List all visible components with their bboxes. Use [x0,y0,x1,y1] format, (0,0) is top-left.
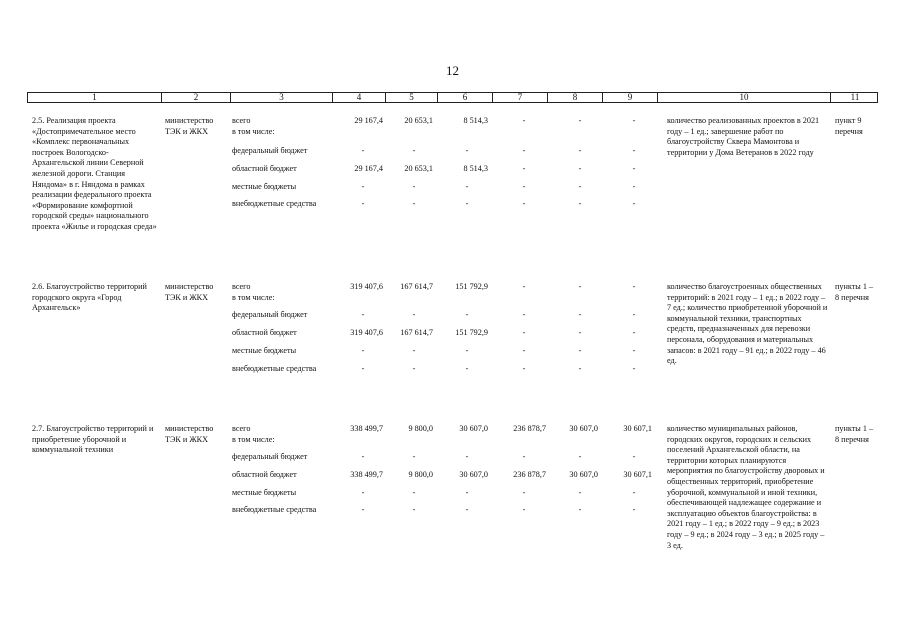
cell-federal-c5: - [412,146,416,155]
section-point: пункты 1 – 8 перечня [835,282,874,302]
cell-local-c7: - [522,488,526,497]
cell-total-c9: - [632,282,636,291]
row-label-extra: внебюджетные средства [232,199,317,208]
row-label-incl: в том числе: [232,293,275,302]
row-label-total: всего [232,424,251,433]
cell-extra-c4: - [361,505,365,514]
cell-local-c5: - [412,182,416,191]
section-executor: министерство ТЭК и ЖКХ [165,424,214,444]
cell-federal-c4: - [361,146,365,155]
cell-regional-c6: 151 792,9 [455,328,488,337]
header-col-1: 1 [92,92,97,102]
cell-local-c8: - [578,346,582,355]
cell-extra-c4: - [361,199,365,208]
cell-federal-c6: - [465,310,469,319]
section-executor: министерство ТЭК и ЖКХ [165,116,214,136]
cell-local-c9: - [632,182,636,191]
cell-total-c5: 9 800,0 [408,424,433,433]
cell-federal-c9: - [632,452,636,461]
row-label-local: местные бюджеты [232,182,297,191]
cell-extra-c8: - [578,199,582,208]
cell-total-c8: - [578,116,582,125]
cell-federal-c9: - [632,310,636,319]
row-label-extra: внебюджетные средства [232,505,317,514]
header-col-4: 4 [332,93,385,102]
cell-extra-c5: - [412,364,416,373]
cell-regional-c5: 20 653,1 [404,164,433,173]
row-label-regional: областной бюджет [232,328,297,337]
row-label-local: местные бюджеты [232,488,297,497]
cell-local-c5: - [412,488,416,497]
cell-local-c6: - [465,346,469,355]
cell-total-c9: - [632,116,636,125]
row-label-federal: федеральный бюджет [232,310,308,319]
cell-extra-c6: - [465,199,469,208]
cell-total-c6: 30 607,0 [459,424,488,433]
cell-extra-c9: - [632,199,636,208]
section-result: количество муниципальных районов, городских округов, городских и сельских поселений Архангельской области, на территории которых планируются мероприятия по благоустройству дворовых и общественных территорий, приобретение уборочной, коммунальной и иной техники, обеспечивающей надлежащее содержание и эксплуатацию объектов благоустройства: в 2021 году – 1 ед.; в 2022 году – 9 ед.; в 2023 году – 9 ед.; в 2024 году – 3 ед.; в 2025 году – 3 ед. [667,424,825,550]
cell-extra-c6: - [465,364,469,373]
cell-federal-c5: - [412,310,416,319]
cell-extra-c7: - [522,505,526,514]
cell-local-c9: - [632,488,636,497]
cell-local-c4: - [361,346,365,355]
cell-regional-c9: - [632,164,636,173]
cell-regional-c7: - [522,164,526,173]
cell-regional-c8: - [578,164,582,173]
cell-total-c8: - [578,282,582,291]
cell-federal-c5: - [412,452,416,461]
header-col-2: 2 [161,93,230,102]
cell-federal-c4: - [361,452,365,461]
cell-total-c4: 338 499,7 [350,424,383,433]
cell-extra-c9: - [632,364,636,373]
row-label-local: местные бюджеты [232,346,297,355]
row-label-federal: федеральный бюджет [232,146,308,155]
header-col-11: 11 [830,93,879,102]
cell-extra-c7: - [522,199,526,208]
cell-regional-c5: 9 800,0 [408,470,433,479]
cell-federal-c6: - [465,452,469,461]
cell-extra-c5: - [412,505,416,514]
cell-total-c8: 30 607,0 [569,424,598,433]
cell-federal-c7: - [522,310,526,319]
header-col-8: 8 [547,93,602,102]
cell-regional-c7: - [522,328,526,337]
row-label-incl: в том числе: [232,127,275,136]
cell-federal-c7: - [522,452,526,461]
header-col-3: 3 [230,93,332,102]
page-number: 12 [446,63,459,78]
section-executor: министерство ТЭК и ЖКХ [165,282,214,302]
table-header [27,92,878,103]
cell-local-c6: - [465,182,469,191]
cell-local-c4: - [361,488,365,497]
cell-extra-c5: - [412,199,416,208]
cell-regional-c4: 29 167,4 [354,164,383,173]
row-label-regional: областной бюджет [232,164,297,173]
cell-total-c5: 20 653,1 [404,116,433,125]
cell-federal-c8: - [578,310,582,319]
cell-total-c6: 8 514,3 [463,116,488,125]
row-label-total: всего [232,116,251,125]
cell-extra-c4: - [361,364,365,373]
cell-extra-c6: - [465,505,469,514]
cell-federal-c4: - [361,310,365,319]
cell-federal-c6: - [465,146,469,155]
cell-regional-c6: 8 514,3 [463,164,488,173]
cell-extra-c8: - [578,505,582,514]
cell-federal-c8: - [578,146,582,155]
cell-total-c4: 319 407,6 [350,282,383,291]
row-label-incl: в том числе: [232,435,275,444]
section-result: количество реализованных проектов в 2021 году – 1 ед.; завершение работ по благоустройству Сквера Мамонтова и территории у Дома Ветеранов в 2022 году [667,116,820,157]
header-col-9: 9 [602,93,657,102]
cell-federal-c8: - [578,452,582,461]
cell-regional-c4: 319 407,6 [350,328,383,337]
cell-total-c7: 236 878,7 [513,424,546,433]
section-name: 2.7. Благоустройство территорий и приобретение уборочной и коммунальной техники [32,424,154,455]
row-label-total: всего [232,282,251,291]
cell-local-c4: - [361,182,365,191]
cell-extra-c7: - [522,364,526,373]
cell-extra-c8: - [578,364,582,373]
cell-regional-c8: - [578,328,582,337]
cell-regional-c6: 30 607,0 [459,470,488,479]
row-label-regional: областной бюджет [232,470,297,479]
cell-regional-c9: 30 607,1 [623,470,652,479]
row-label-extra: внебюджетные средства [232,364,317,373]
cell-regional-c4: 338 499,7 [350,470,383,479]
cell-local-c6: - [465,488,469,497]
cell-regional-c9: - [632,328,636,337]
header-col-10: 10 [657,93,830,102]
cell-total-c5: 167 614,7 [400,282,433,291]
header-col-7: 7 [492,93,547,102]
header-col-5: 5 [385,93,437,102]
cell-federal-c7: - [522,146,526,155]
cell-local-c9: - [632,346,636,355]
cell-total-c7: - [522,116,526,125]
header-col-6: 6 [437,93,492,102]
section-name: 2.5. Реализация проекта «Достопримечательное место «Комплекс первоначальных построек Вологодско-Архангельской линии Северной железной дороги. Станция Няндома» в г. Няндома в рамках реализации федерального проекта «Формирование комфортной городской среды» национального проекта «Жилье и городская среда» [32,116,157,231]
cell-local-c7: - [522,182,526,191]
cell-total-c7: - [522,282,526,291]
cell-local-c5: - [412,346,416,355]
cell-local-c8: - [578,182,582,191]
section-point: пункты 1 – 8 перечня [835,424,874,444]
cell-total-c4: 29 167,4 [354,116,383,125]
cell-total-c9: 30 607,1 [623,424,652,433]
section-name: 2.6. Благоустройство территорий городского округа «Город Архангельск» [32,282,147,313]
row-label-federal: федеральный бюджет [232,452,308,461]
cell-regional-c7: 236 878,7 [513,470,546,479]
cell-regional-c8: 30 607,0 [569,470,598,479]
section-result: количество благоустроенных общественных территорий: в 2021 году – 1 ед.; в 2022 году – 7 ед.; количество приобретенной уборочной и коммунальной техники, транспортных средств, предназначенных для перевозки персонала, оборудования и материальных запасов: в 2021 году – 91 ед.; в 2022 году – 46 ед. [667,282,828,366]
cell-local-c7: - [522,346,526,355]
cell-regional-c5: 167 614,7 [400,328,433,337]
section-point: пункт 9 перечня [835,116,863,136]
cell-federal-c9: - [632,146,636,155]
cell-extra-c9: - [632,505,636,514]
cell-local-c8: - [578,488,582,497]
cell-total-c6: 151 792,9 [455,282,488,291]
